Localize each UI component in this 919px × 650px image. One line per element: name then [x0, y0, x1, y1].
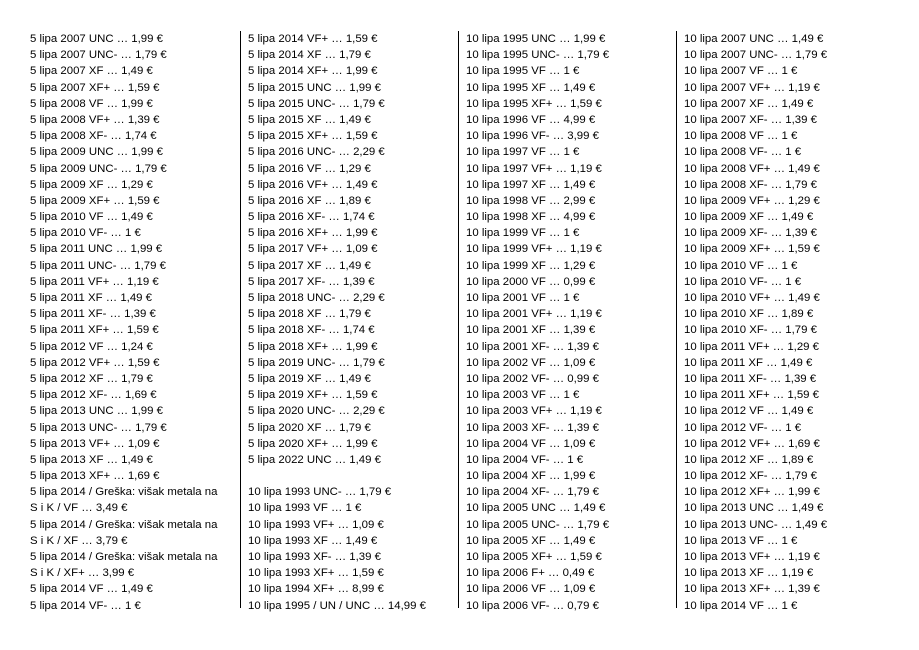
- price-list-item: 10 lipa 1998 XF … 4,99 €: [466, 211, 596, 224]
- price-list-item: 5 lipa 2015 XF … 1,49 €: [248, 113, 371, 126]
- price-list-item: 10 lipa 2012 VF- … 1 €: [684, 421, 802, 434]
- price-list-item: 10 lipa 2010 VF- … 1 €: [684, 275, 802, 288]
- price-list-item: S i K / XF … 3,79 €: [30, 534, 128, 547]
- price-list-item: 10 lipa 2002 VF … 1,09 €: [466, 356, 596, 369]
- price-list-item: 10 lipa 2014 VF … 1 €: [684, 599, 798, 612]
- price-list-item: 10 lipa 2002 VF- … 0,99 €: [466, 372, 599, 385]
- price-list-item: 5 lipa 2013 XF+ … 1,69 €: [30, 470, 160, 483]
- price-list-item: 5 lipa 2010 VF- … 1 €: [30, 227, 141, 240]
- price-list-item: S i K / XF+ … 3,99 €: [30, 567, 135, 580]
- price-list-item: 10 lipa 1993 UNC- … 1,79 €: [248, 486, 392, 499]
- price-list-item: 10 lipa 2011 VF+ … 1,29 €: [684, 340, 819, 353]
- price-list-item: 10 lipa 2004 VF- … 1 €: [466, 453, 584, 466]
- price-list-item: 10 lipa 1996 VF … 4,99 €: [466, 113, 596, 126]
- price-list-item: 10 lipa 1993 XF- … 1,39 €: [248, 551, 381, 563]
- price-list-item: 5 lipa 2008 VF+ … 1,39 €: [30, 113, 160, 126]
- price-list-item: 10 lipa 1999 VF … 1 €: [466, 227, 580, 240]
- price-list-item: 5 lipa 2013 UNC … 1,99 €: [30, 405, 163, 418]
- price-list-item: 5 lipa 2014 XF … 1,79 €: [248, 49, 371, 62]
- price-list-item: 10 lipa 2003 XF- … 1,39 €: [466, 421, 599, 434]
- price-list-item: 10 lipa 1995 / UN / UNC … 14,99 €: [248, 599, 426, 612]
- price-list-item: 5 lipa 2012 XF … 1,79 €: [30, 372, 153, 385]
- price-list-item: 5 lipa 2019 XF+ … 1,59 €: [248, 389, 378, 402]
- price-list-item: 5 lipa 2019 UNC- … 1,79 €: [248, 356, 385, 369]
- price-list-item: 5 lipa 2017 VF+ … 1,09 €: [248, 243, 378, 256]
- price-list-item: 5 lipa 2015 UNC … 1,99 €: [248, 81, 381, 94]
- price-list: [248, 31, 460, 614]
- price-list-item: 10 lipa 2009 VF+ … 1,29 €: [684, 194, 820, 207]
- price-list-item: 10 lipa 2013 UNC- … 1,49 €: [684, 518, 828, 531]
- price-list-item: 5 lipa 2011 VF+ … 1,19 €: [30, 275, 159, 288]
- column-divider: [240, 31, 241, 608]
- price-list-item: 5 lipa 2012 XF- … 1,69 €: [30, 389, 157, 402]
- price-list-item: 10 lipa 2005 UNC … 1,49 €: [466, 502, 606, 515]
- price-list-item: 10 lipa 2007 VF … 1 €: [684, 65, 798, 78]
- price-list-item: 5 lipa 2020 UNC- … 2,29 €: [248, 405, 385, 418]
- price-list-item: 5 lipa 2016 XF+ … 1,99 €: [248, 227, 378, 240]
- price-list-item: 5 lipa 2012 VF+ … 1,59 €: [30, 356, 160, 369]
- price-list-item: S i K / VF … 3,49 €: [30, 502, 128, 515]
- price-list-item: 5 lipa 2014 VF … 1,49 €: [30, 583, 153, 596]
- price-list-item: 10 lipa 2011 XF+ … 1,59 €: [684, 389, 819, 402]
- price-list-item: 5 lipa 2008 XF- … 1,74 €: [30, 130, 157, 143]
- price-list-item: 10 lipa 2010 VF … 1 €: [684, 259, 798, 272]
- price-list-item: 5 lipa 2007 UNC- … 1,79 €: [30, 49, 167, 62]
- price-list-item: 10 lipa 2006 VF … 1,09 €: [466, 583, 596, 596]
- price-list-item: 10 lipa 1998 VF … 2,99 €: [466, 194, 596, 207]
- price-list-item: 5 lipa 2008 VF … 1,99 €: [30, 97, 153, 110]
- price-list-item: 5 lipa 2014 VF+ … 1,59 €: [248, 33, 378, 45]
- price-list-item: 10 lipa 2013 VF+ … 1,19 €: [684, 551, 820, 563]
- price-list-item: 5 lipa 2019 XF … 1,49 €: [248, 372, 371, 385]
- price-list-item: 10 lipa 2007 XF … 1,49 €: [684, 97, 814, 110]
- price-list-item: 5 lipa 2016 VF … 1,29 €: [248, 162, 371, 175]
- price-list-item: 10 lipa 2006 VF- … 0,79 €: [466, 599, 599, 612]
- price-list-item: 10 lipa 1995 VF … 1 €: [466, 65, 580, 78]
- price-list-item: 10 lipa 2013 UNC … 1,49 €: [684, 502, 824, 515]
- list-spacer: [248, 468, 460, 484]
- price-list-item: 10 lipa 2009 XF … 1,49 €: [684, 211, 814, 224]
- price-list-item: 5 lipa 2014 XF+ … 1,99 €: [248, 65, 378, 78]
- price-list-item: 5 lipa 2018 XF- … 1,74 €: [248, 324, 375, 337]
- price-list-item: 5 lipa 2017 XF- … 1,39 €: [248, 275, 375, 288]
- price-list-item: 5 lipa 2009 XF … 1,29 €: [30, 178, 153, 191]
- price-list-item: 10 lipa 2005 UNC- … 1,79 €: [466, 518, 610, 531]
- price-list-item: 10 lipa 2012 VF … 1,49 €: [684, 405, 814, 418]
- price-list-item: 10 lipa 2007 VF+ … 1,19 €: [684, 81, 820, 94]
- price-list-item: 10 lipa 1997 VF … 1 €: [466, 146, 580, 159]
- price-list-item: 10 lipa 1997 XF … 1,49 €: [466, 178, 596, 191]
- price-list-item: 10 lipa 2010 XF … 1,89 €: [684, 308, 814, 321]
- price-list-item: 5 lipa 2013 XF … 1,49 €: [30, 453, 153, 466]
- price-list: [466, 31, 678, 614]
- price-list-item: 5 lipa 2014 / Greška: višak metala na: [30, 518, 218, 531]
- price-list-item: 5 lipa 2015 UNC- … 1,79 €: [248, 97, 385, 110]
- price-list-item: 10 lipa 2008 VF … 1 €: [684, 130, 798, 143]
- price-list-item: 5 lipa 2015 XF+ … 1,59 €: [248, 130, 378, 143]
- price-list-item: 5 lipa 2012 VF … 1,24 €: [30, 340, 153, 353]
- price-list-item: 5 lipa 2011 XF- … 1,39 €: [30, 308, 156, 321]
- price-list-item: 5 lipa 2018 UNC- … 2,29 €: [248, 292, 385, 304]
- price-list-item: 10 lipa 1993 XF … 1,49 €: [248, 534, 378, 547]
- price-list-item: 5 lipa 2013 UNC- … 1,79 €: [30, 421, 167, 434]
- price-list-item: 10 lipa 2005 XF … 1,49 €: [466, 534, 596, 547]
- price-list-item: 5 lipa 2014 VF- … 1 €: [30, 599, 141, 612]
- price-list-item: 10 lipa 1993 VF … 1 €: [248, 502, 362, 515]
- price-list-item: 5 lipa 2016 XF- … 1,74 €: [248, 211, 375, 224]
- price-list-item: 10 lipa 2003 VF … 1 €: [466, 389, 580, 402]
- price-list-item: 10 lipa 1999 XF … 1,29 €: [466, 259, 596, 272]
- price-list-item: 10 lipa 1995 XF+ … 1,59 €: [466, 97, 602, 110]
- price-list-item: 10 lipa 2000 VF … 0,99 €: [466, 275, 596, 288]
- price-list-item: 10 lipa 2009 XF+ … 1,59 €: [684, 243, 820, 256]
- price-list-item: 10 lipa 2001 XF … 1,39 €: [466, 324, 596, 337]
- price-list-item: 10 lipa 2008 XF- … 1,79 €: [684, 178, 817, 191]
- price-list-item: 10 lipa 2012 XF … 1,89 €: [684, 453, 814, 466]
- price-list-item: 10 lipa 2007 UNC … 1,49 €: [684, 33, 824, 45]
- price-list-item: 5 lipa 2016 VF+ … 1,49 €: [248, 178, 378, 191]
- price-list-item: 5 lipa 2018 XF+ … 1,99 €: [248, 340, 378, 353]
- price-column-1: [30, 31, 242, 614]
- price-list-item: 10 lipa 2001 VF … 1 €: [466, 292, 580, 304]
- price-list-item: 10 lipa 1996 VF- … 3,99 €: [466, 130, 599, 143]
- price-list-item: 10 lipa 1993 XF+ … 1,59 €: [248, 567, 384, 580]
- price-list-item: 10 lipa 1994 XF+ … 8,99 €: [248, 583, 384, 596]
- price-list-item: 5 lipa 2009 XF+ … 1,59 €: [30, 194, 160, 207]
- price-list-item: 10 lipa 2011 XF- … 1,39 €: [684, 372, 817, 385]
- price-list-item: 5 lipa 2016 UNC- … 2,29 €: [248, 146, 385, 159]
- price-list-item: 5 lipa 2011 UNC- … 1,79 €: [30, 259, 166, 272]
- price-list-item: 10 lipa 2005 XF+ … 1,59 €: [466, 551, 602, 563]
- price-list-item: 10 lipa 1995 UNC- … 1,79 €: [466, 49, 610, 62]
- price-list-item: 5 lipa 2011 XF+ … 1,59 €: [30, 324, 159, 337]
- price-list-item: 5 lipa 2007 XF … 1,49 €: [30, 65, 153, 78]
- price-list-item: 10 lipa 2009 XF- … 1,39 €: [684, 227, 817, 240]
- price-list-item: 5 lipa 2009 UNC- … 1,79 €: [30, 162, 167, 175]
- price-list-item: 10 lipa 2003 VF+ … 1,19 €: [466, 405, 602, 418]
- price-list-item: 10 lipa 2004 XF … 1,99 €: [466, 470, 596, 483]
- price-list-item: 5 lipa 2007 UNC … 1,99 €: [30, 33, 163, 45]
- price-list-item: 10 lipa 2012 XF+ … 1,99 €: [684, 486, 820, 499]
- price-list: [30, 31, 242, 614]
- price-list-item: 10 lipa 2013 XF … 1,19 €: [684, 567, 814, 580]
- price-list-item: 5 lipa 2011 XF … 1,49 €: [30, 292, 152, 304]
- price-list-item: 10 lipa 2007 XF- … 1,39 €: [684, 113, 817, 126]
- price-list-item: 5 lipa 2010 VF … 1,49 €: [30, 211, 153, 224]
- price-list-item: 5 lipa 2022 UNC … 1,49 €: [248, 453, 381, 466]
- price-list-item: 5 lipa 2016 XF … 1,89 €: [248, 194, 371, 207]
- price-list-item: 10 lipa 2013 XF+ … 1,39 €: [684, 583, 820, 596]
- price-list-item: 10 lipa 2010 XF- … 1,79 €: [684, 324, 817, 337]
- column-divider: [676, 31, 677, 608]
- price-list-item: 10 lipa 1997 VF+ … 1,19 €: [466, 162, 602, 175]
- price-column-3: [466, 31, 678, 614]
- price-list-item: 10 lipa 1993 VF+ … 1,09 €: [248, 518, 384, 531]
- price-list-item: 10 lipa 2001 VF+ … 1,19 €: [466, 308, 602, 321]
- price-list-item: 10 lipa 2013 VF … 1 €: [684, 534, 798, 547]
- price-list-item: 10 lipa 2012 XF- … 1,79 €: [684, 470, 817, 483]
- price-list-item: 5 lipa 2017 XF … 1,49 €: [248, 259, 371, 272]
- price-list-item: 10 lipa 2012 VF+ … 1,69 €: [684, 437, 820, 450]
- price-list-item: 10 lipa 2011 XF … 1,49 €: [684, 356, 813, 369]
- price-list-item: 5 lipa 2014 / Greška: višak metala na: [30, 486, 218, 499]
- column-divider: [458, 31, 459, 608]
- price-list-item: 5 lipa 2014 / Greška: višak metala na: [30, 551, 218, 563]
- price-list-item: 10 lipa 2007 UNC- … 1,79 €: [684, 49, 828, 62]
- price-list-item: 5 lipa 2011 UNC … 1,99 €: [30, 243, 163, 256]
- price-list-item: 10 lipa 2010 VF+ … 1,49 €: [684, 292, 820, 304]
- price-list-item: 10 lipa 1995 XF … 1,49 €: [466, 81, 596, 94]
- price-list-item: 5 lipa 2018 XF … 1,79 €: [248, 308, 371, 321]
- price-list-item: 5 lipa 2020 XF+ … 1,99 €: [248, 437, 378, 450]
- price-list-item: 5 lipa 2020 XF … 1,79 €: [248, 421, 371, 434]
- price-list-item: 10 lipa 2001 XF- … 1,39 €: [466, 340, 599, 353]
- price-column-4: [684, 31, 896, 614]
- price-list-item: 10 lipa 2004 VF … 1,09 €: [466, 437, 596, 450]
- price-list-item: 10 lipa 2006 F+ … 0,49 €: [466, 567, 595, 580]
- price-list-item: 10 lipa 1995 UNC … 1,99 €: [466, 33, 606, 45]
- price-list-item: 5 lipa 2007 XF+ … 1,59 €: [30, 81, 160, 94]
- price-list-item: 5 lipa 2013 VF+ … 1,09 €: [30, 437, 160, 450]
- price-list-item: 5 lipa 2009 UNC … 1,99 €: [30, 146, 163, 159]
- price-column-2: [248, 31, 460, 614]
- price-list-item: 10 lipa 2004 XF- … 1,79 €: [466, 486, 599, 499]
- price-list: [684, 31, 896, 614]
- price-list-item: 10 lipa 2008 VF- … 1 €: [684, 146, 802, 159]
- price-list-item: 10 lipa 1999 VF+ … 1,19 €: [466, 243, 602, 256]
- price-list-item: 10 lipa 2008 VF+ … 1,49 €: [684, 162, 820, 175]
